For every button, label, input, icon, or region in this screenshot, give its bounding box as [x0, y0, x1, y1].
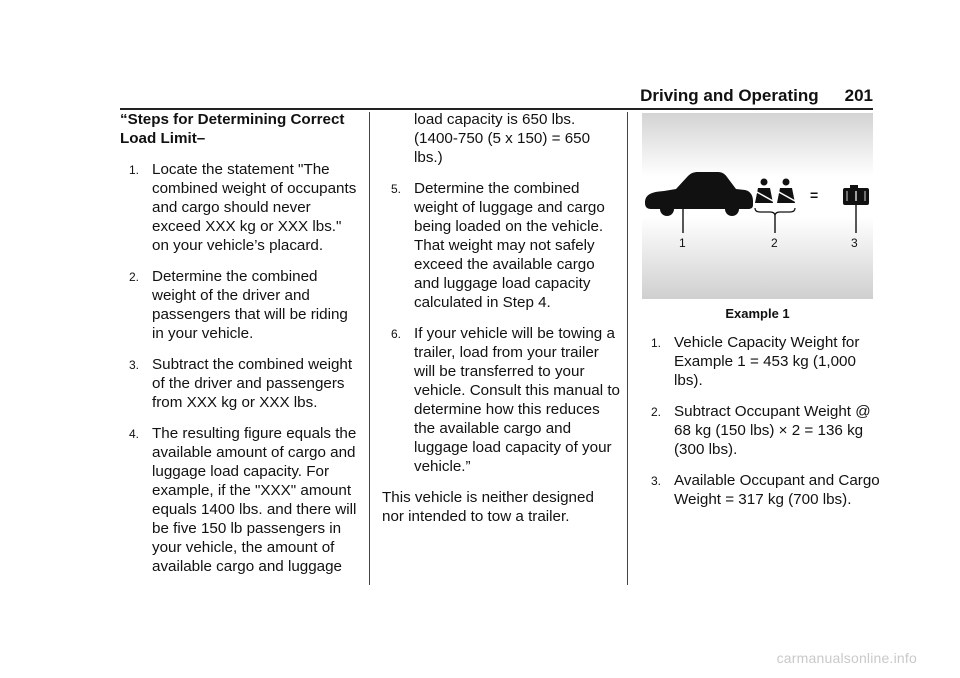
column-divider-1	[369, 112, 370, 585]
step-text: Subtract the combined weight of the driver and passengers from XXX kg or XXX lbs.	[152, 356, 353, 411]
column-3	[642, 333, 882, 521]
load-diagram	[642, 113, 873, 299]
page-header	[120, 85, 873, 107]
step-continuation: load capacity is 650 lbs. (1400-750 (5 x 150) = 650 lbs.)	[414, 111, 591, 166]
load-example-figure	[642, 113, 873, 299]
step-text: Determine the combined weight of the driver and passengers that will be riding in your vehicle.	[152, 268, 348, 342]
step-text: Vehicle Capacity Weight for Example 1 = 453 kg (1,000 lbs).	[674, 334, 860, 389]
step-number: 2.	[651, 405, 662, 419]
luggage-icon	[843, 185, 869, 205]
column-2	[382, 110, 620, 538]
list-item	[382, 179, 620, 312]
equals-sign: =	[810, 187, 819, 203]
passengers-bracket	[755, 208, 795, 216]
trailer-note: This vehicle is neither designed nor intended to tow a trailer.	[382, 489, 594, 525]
minus-sign: –	[730, 186, 739, 203]
step-number: 6.	[391, 327, 402, 341]
step-text: Available Occupant and Cargo Weight = 317 kg (700 lbs).	[674, 472, 880, 508]
steps-list	[120, 160, 360, 576]
section-title: Driving and Operating	[640, 86, 819, 105]
example-list	[642, 333, 882, 509]
step-number: 3.	[651, 474, 662, 488]
steps-list-continued	[382, 179, 620, 476]
list-item	[382, 324, 620, 476]
step-number: 2.	[129, 270, 140, 284]
column-1	[120, 110, 360, 588]
step-text: Determine the combined weight of luggage and cargo being loaded on the vehicle. That weight may not safely exceed the available cargo and luggage load capacity calculated in Step 4.	[414, 180, 605, 311]
watermark-text: carmanualsonline.info	[776, 650, 917, 666]
list-item	[642, 333, 882, 390]
list-item	[120, 355, 360, 412]
step-number: 1.	[129, 163, 140, 177]
figure-caption: Example 1	[725, 306, 790, 321]
callout-label-1: 1	[679, 236, 686, 250]
list-item	[642, 471, 882, 509]
callout-label-3: 3	[851, 236, 858, 250]
list-item	[120, 267, 360, 343]
footer-watermark	[0, 650, 960, 666]
step-text: The resulting figure equals the available amount of cargo and luggage load capacity. For example, if the "XXX" amount equals 1400 lbs. and there will be five 150 lb passengers in your vehicle, the amount of available cargo and luggage	[152, 425, 357, 575]
step-number: 5.	[391, 182, 402, 196]
step-text: Subtract Occupant Weight @ 68 kg (150 lbs) × 2 = 136 kg (300 lbs).	[674, 403, 871, 458]
step-number: 4.	[129, 427, 140, 441]
step-number: 3.	[129, 358, 140, 372]
column-divider-2	[627, 112, 628, 585]
list-item	[642, 402, 882, 459]
page-number: 201	[844, 86, 873, 105]
list-item	[120, 424, 360, 576]
callout-label-2: 2	[771, 236, 778, 250]
steps-heading: “Steps for Determining Correct Load Limit–	[120, 111, 345, 147]
step-text: If your vehicle will be towing a trailer, load from your trailer will be transferred to your vehicle. Consult this manual to determine how this reduces the available cargo and luggage load capacity of your vehicle.”	[414, 325, 620, 475]
step-number: 1.	[651, 336, 662, 350]
step-text: Locate the statement "The combined weight of occupants and cargo should never exceed XXX kg or XXX lbs." on your vehicle’s placard.	[152, 161, 357, 254]
list-item	[120, 160, 360, 255]
passengers-icon	[755, 179, 795, 204]
